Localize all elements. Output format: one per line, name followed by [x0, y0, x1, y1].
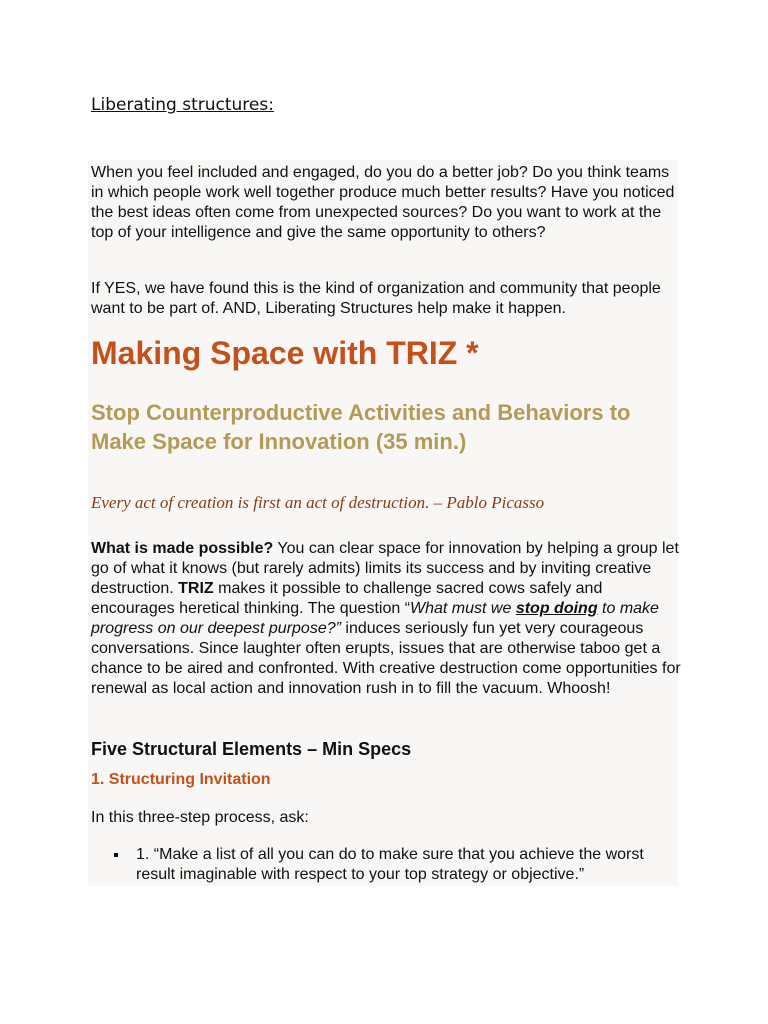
page-title: Making Space with TRIZ * — [91, 335, 479, 371]
question-start: What must we — [410, 600, 516, 617]
document-heading: Liberating structures: — [91, 95, 274, 115]
picasso-quote: Every act of creation is first an act of destruction. – Pablo Picasso — [91, 493, 545, 512]
what-is-possible-paragraph — [91, 539, 681, 699]
possible-text-2: makes it possible to challenge sacred cows safely and encourages heretical thinking. The question “ — [91, 580, 603, 617]
yes-paragraph: If YES, we have found this is the kind of organization and community that people want to be part of. AND, Liberating Structures help make it happen. — [91, 280, 661, 317]
steps-list — [91, 845, 681, 885]
list-item — [91, 845, 681, 885]
triz-term: TRIZ — [178, 580, 214, 597]
bullet-icon — [114, 853, 118, 857]
step-text: 1. “Make a list of all you can do to make sure that you achieve the worst result imaginable with respect to your top strategy or objective.” — [136, 846, 644, 883]
stop-doing-emphasis: stop doing — [515, 600, 598, 617]
structuring-invitation-heading: 1. Structuring Invitation — [91, 771, 271, 788]
possible-text-3: induces seriously fun yet very courageous conversations. Since laughter often erupts, issues that are otherwise taboo get a chance to be aired and confronted. With creative destruction come opportunities for renewal as local action and innovation rush in to fill the vacuum. Whoosh! — [91, 620, 681, 697]
possible-text-1: You can clear space for innovation by helping a group let go of what it knows (but rarely admits) limits its success and by inviting creative destruction. — [91, 540, 679, 597]
question-end: to make progress on our deepest purpose?” — [91, 600, 659, 637]
section-heading: Five Structural Elements – Min Specs — [91, 739, 412, 759]
intro-paragraph: When you feel included and engaged, do you do a better job? Do you think teams in which people work well together produce much better results? Have you noticed the best ideas often come from unexpected sources? Do you want to work at the top of your intelligence and give the same opportunity to others? — [91, 164, 675, 241]
process-intro: In this three-step process, ask: — [91, 809, 309, 826]
page-subtitle: Stop Counterproductive Activities and Behaviors to Make Space for Innovation (35 min.) — [91, 400, 631, 454]
what-is-possible-lead: What is made possible? — [91, 540, 274, 557]
